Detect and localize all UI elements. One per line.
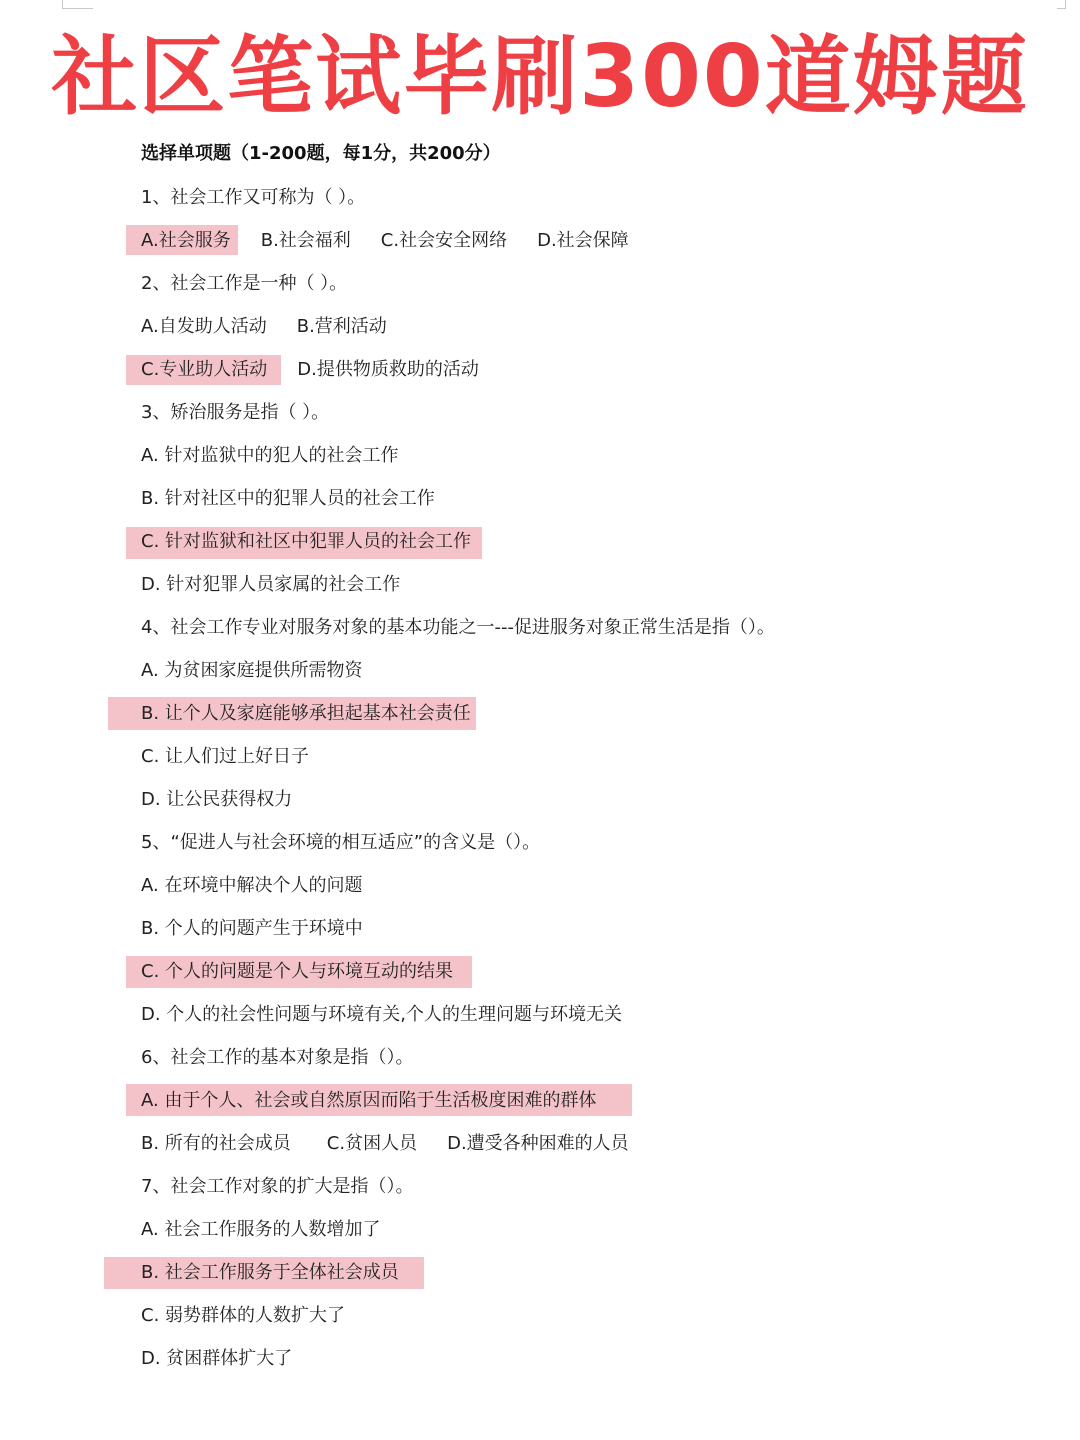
- question-6: 6、社会工作的基本对象是指（）。: [141, 1047, 414, 1068]
- options-row-2a: [141, 314, 387, 340]
- option-1b: B.社会福利: [260, 230, 351, 251]
- options-row-6b: [141, 1131, 629, 1157]
- option-3b: B. 针对社区中的犯罪人员的社会工作: [141, 488, 435, 509]
- option-3a: A. 针对监狱中的犯人的社会工作: [141, 445, 399, 466]
- question-4: 4、社会工作专业对服务对象的基本功能之一---促进服务对象正常生活是指（）。: [141, 617, 775, 638]
- question-5: 5、“促进人与社会环境的相互适应”的含义是（）。: [141, 832, 541, 853]
- option-1c: C.社会安全网络: [380, 230, 508, 251]
- option-6b: B. 所有的社会成员: [141, 1133, 291, 1154]
- option-2c: C.专业助人活动: [141, 359, 268, 380]
- question-7: 7、社会工作对象的扩大是指（）。: [141, 1176, 414, 1197]
- option-1d: D.社会保障: [537, 230, 629, 251]
- crop-mark-right: [1057, 0, 1066, 9]
- option-4c: C. 让人们过上好日子: [141, 746, 310, 767]
- option-1a: A.社会服务: [141, 230, 231, 251]
- question-2: 2、社会工作是一种（ ）。: [141, 273, 348, 294]
- option-3d: D. 针对犯罪人员家属的社会工作: [141, 574, 401, 595]
- option-2b: B.营利活动: [296, 316, 387, 337]
- section-title: 选择单项题（1-200题，每1分，共200分）: [141, 143, 501, 164]
- option-5a: A. 在环境中解决个人的问题: [141, 875, 363, 896]
- crop-mark-left: [62, 0, 93, 9]
- option-4d: D. 让公民获得权力: [141, 789, 293, 810]
- option-2a: A.自发助人活动: [141, 316, 267, 337]
- banner-title: 社区笔试毕刷300道姆题: [51, 27, 1029, 127]
- option-7a: A. 社会工作服务的人数增加了: [141, 1219, 381, 1240]
- option-6d: D.遭受各种困难的人员: [447, 1133, 629, 1154]
- option-6c: C.贫困人员: [326, 1133, 418, 1154]
- option-3c: C. 针对监狱和社区中犯罪人员的社会工作: [141, 531, 472, 552]
- option-5d: D. 个人的社会性问题与环境有关,个人的生理问题与环境无关: [141, 1004, 623, 1025]
- option-5b: B. 个人的问题产生于环境中: [141, 918, 363, 939]
- question-1: 1、社会工作又可称为（ ）。: [141, 187, 366, 208]
- option-6a: A. 由于个人、社会或自然原因而陷于生活极度困难的群体: [141, 1090, 597, 1111]
- option-7c: C. 弱势群体的人数扩大了: [141, 1305, 346, 1326]
- option-4b: B. 让个人及家庭能够承担起基本社会责任: [141, 703, 471, 724]
- option-5c: C. 个人的问题是个人与环境互动的结果: [141, 961, 454, 982]
- option-4a: A. 为贫困家庭提供所需物资: [141, 660, 363, 681]
- options-row-1: [141, 228, 629, 254]
- option-2d: D.提供物质救助的活动: [297, 359, 479, 380]
- option-7b: B. 社会工作服务于全体社会成员: [141, 1262, 399, 1283]
- question-3: 3、矫治服务是指（ ）。: [141, 402, 330, 423]
- options-row-2b: [141, 357, 479, 383]
- option-7d: D. 贫困群体扩大了: [141, 1348, 293, 1369]
